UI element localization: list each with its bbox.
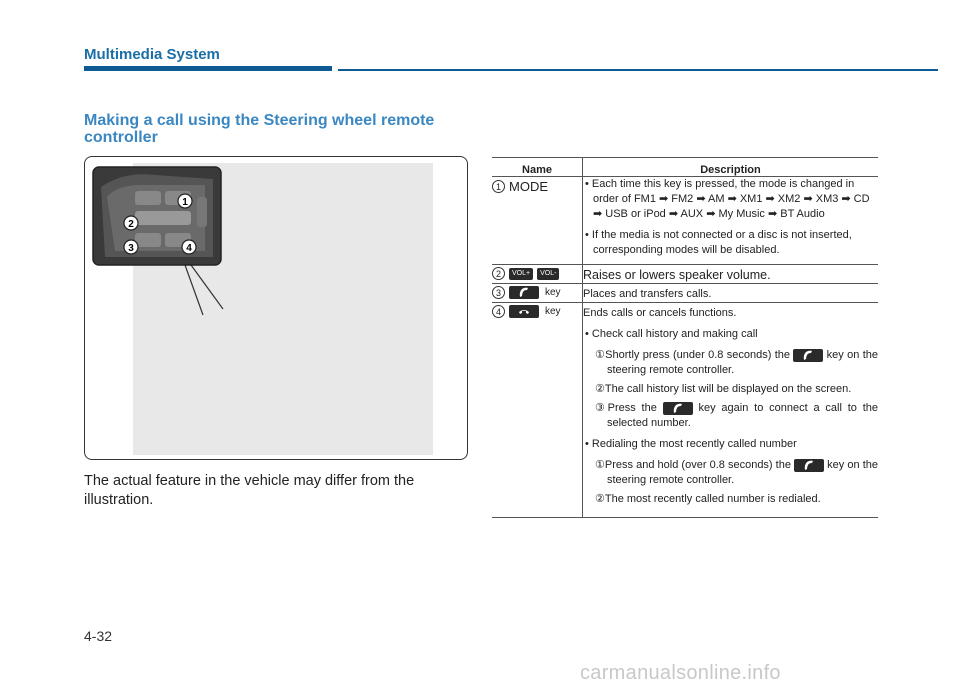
end-call-icon	[509, 305, 539, 318]
callout-3-icon	[124, 240, 138, 254]
svg-text:3: 3	[128, 243, 134, 254]
call-icon	[509, 286, 539, 299]
call-icon	[793, 349, 823, 362]
callout-1-icon	[178, 194, 192, 208]
illustration-caption: The actual feature in the vehicle may differ from the illustration.	[84, 473, 415, 508]
end-key-description: Ends calls or cancels functions.	[583, 307, 737, 319]
page-heading: Making a call using the Steering wheel remote controller	[84, 112, 435, 146]
mode-key-label: MODE	[509, 179, 548, 194]
list-item: ①Shortly press (under 0.8 seconds) the key on the steering remote controller.	[595, 349, 878, 376]
watermark: carmanualsonline.info	[580, 662, 781, 684]
svg-text:2: 2	[128, 219, 134, 230]
list-item: ②The call history list will be displayed on the screen.	[595, 383, 852, 395]
row-number: 2	[492, 267, 505, 280]
call-key-description: Places and transfers calls.	[583, 288, 712, 300]
illustration-frame	[84, 156, 468, 460]
list-item: • Each time this key is pressed, the mode is changed in order of FM1 ➡ FM2 ➡ AM ➡ XM1 ➡ XM2 ➡ XM3 ➡ CD ➡ USB or iPod ➡ AUX ➡ My Music ➡ BT Audio	[585, 178, 870, 220]
vol-down-key: VOL-	[537, 268, 559, 280]
col-header-name: Name	[492, 158, 583, 177]
vol-up-key: VOL+	[509, 268, 533, 280]
col-header-description: Description	[583, 158, 879, 177]
list-item: ①Press and hold (over 0.8 seconds) the key on the steering remote controller.	[595, 459, 878, 486]
list-item: ②The most recently called number is redialed.	[595, 493, 821, 505]
call-icon	[794, 459, 824, 472]
row-number: 1	[492, 180, 505, 193]
table-row	[492, 265, 878, 284]
controls-table	[492, 157, 878, 518]
list-item: • If the media is not connected or a disc is not inserted, corresponding modes will be disabled.	[585, 229, 852, 256]
svg-text:1: 1	[182, 197, 188, 208]
callout-4-icon	[182, 240, 196, 254]
row-number: 4	[492, 305, 505, 318]
table-row: 3 key Places and transfers calls.	[492, 284, 878, 303]
list-item: • Redialing the most recently called number	[585, 438, 797, 450]
call-icon	[663, 402, 693, 415]
callout-2-icon	[124, 216, 138, 230]
page-number: 4-32	[84, 628, 113, 644]
header-bar	[84, 66, 332, 71]
row-number: 3	[492, 286, 505, 299]
section-title: Multimedia System	[84, 46, 220, 63]
header-rule	[338, 69, 938, 71]
svg-text:4: 4	[186, 243, 192, 254]
volume-description: Raises or lowers speaker volume.	[583, 268, 771, 282]
table-row: 4 key Ends calls or cancels functions. • Check call history and making call ①Shortly press (under 0.8 seconds) the key on the steering remote controller. ②The call history list will be displayed on the screen. ③Press the key again to connect a call to the selected number. • Redialing the most recently called number ①Press and hold (over 0.8 seconds) the key on the steering remote controller. ②The most recently called number is redialed.	[492, 303, 878, 518]
list-item: • Check call history and making call	[585, 328, 758, 340]
table-row	[492, 177, 878, 265]
list-item: ③Press the key again to connect a call to the selected number.	[595, 402, 878, 429]
steering-wheel-illustration	[85, 157, 468, 460]
